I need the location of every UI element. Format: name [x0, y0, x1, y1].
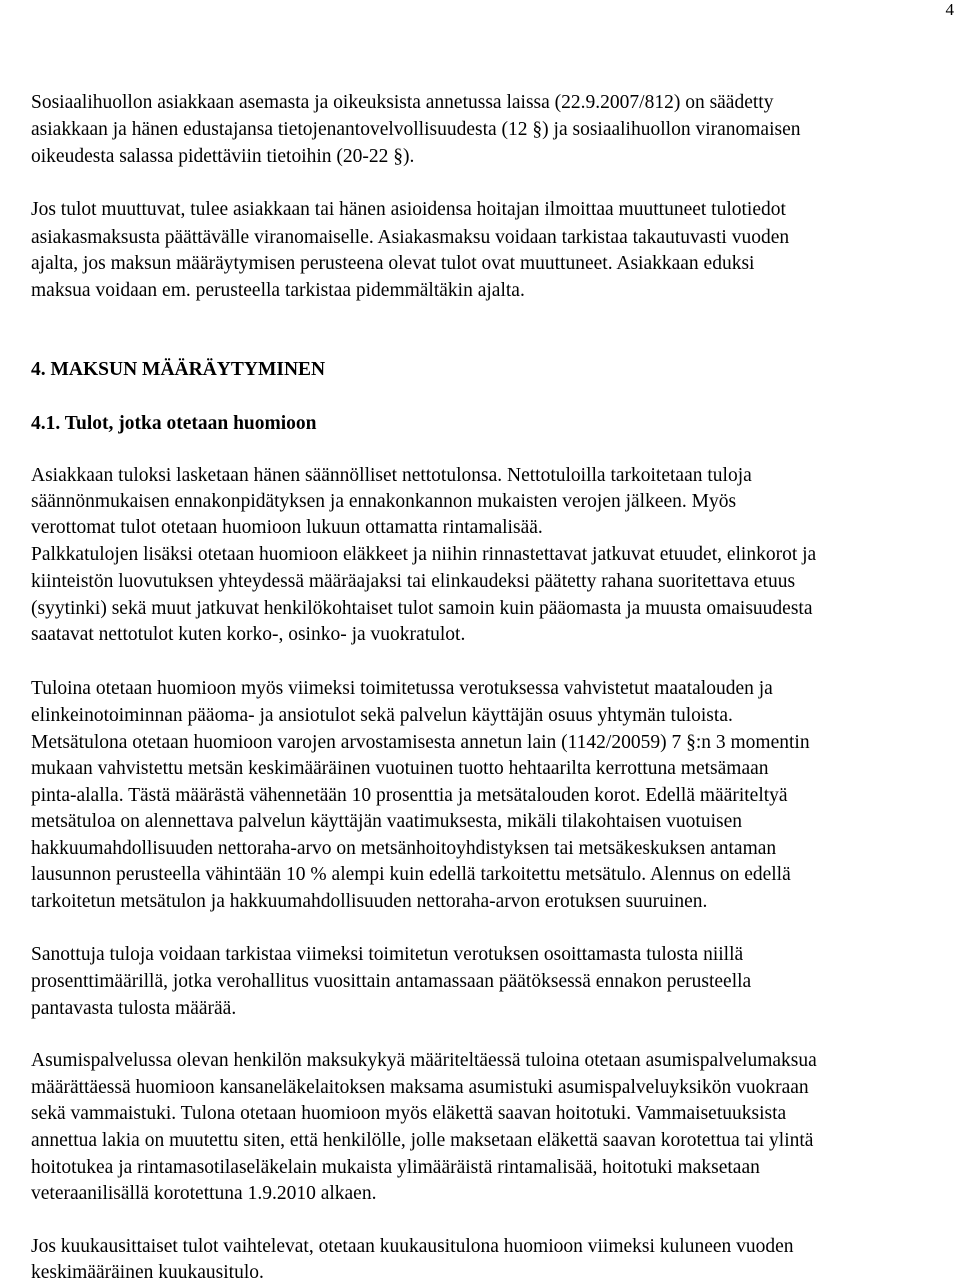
text-line: Jos tulot muuttuvat, tulee asiakkaan tai hänen asioidensa hoitajan ilmoittaa muuttuneet tulotiedot — [31, 199, 786, 220]
text-line: tarkoitetun metsätulon ja hakkuumahdollisuuden nettoraha-arvon erotuksen suuruinen. — [31, 891, 708, 912]
text-line: veteraanilisällä korotettuna 1.9.2010 alkaen. — [31, 1183, 377, 1204]
text-line: (syytinki) sekä muut jatkuvat henkilökohtaiset tulot samoin kuin pääomasta ja muusta omaisuudesta — [31, 598, 813, 619]
text-line: saatavat nettotulot kuten korko-, osinko- ja vuokratulot. — [31, 624, 466, 645]
text-line: oikeudesta salassa pidettäviin tietoihin (20-22 §). — [31, 146, 415, 167]
text-line: verottomat tulot otetaan huomioon lukuun ottamatta rintamalisää. — [31, 517, 543, 538]
section-heading-4: 4. MAKSUN MÄÄRÄYTYMINEN — [31, 359, 326, 380]
text-line: pantavasta tulosta määrää. — [31, 998, 237, 1019]
text-line: Metsätulona otetaan huomioon varojen arvostamisesta annetun lain (1142/20059) 7 §:n 3 momentin — [31, 732, 810, 753]
text-line: Tuloina otetaan huomioon myös viimeksi toimitetussa verotuksessa vahvistetut maatalouden ja — [31, 678, 773, 699]
text-line: Asiakkaan tuloksi lasketaan hänen säännölliset nettotulonsa. Nettotuloilla tarkoitetaan tuloja — [31, 465, 752, 486]
text-line: asiakkaan ja hänen edustajansa tietojenantovelvollisuudesta (12 §) ja sosiaalihuollon viranomaisen — [31, 119, 801, 140]
text-line: hakkuumahdollisuuden nettoraha-arvo on metsänhoitoyhdistyksen tai metsäkeskuksen antaman — [31, 838, 777, 859]
text-line: maksua voidaan em. perusteella tarkistaa pidemmältäkin ajalta. — [31, 280, 525, 301]
page-number: 4 — [945, 0, 954, 19]
text-line: mukaan vahvistettu metsän keskimääräinen vuotuinen tuotto hehtaarilta kerrottuna metsämaan — [31, 758, 769, 779]
text-line: lausunnon perusteella vähintään 10 % alempi kuin edellä tarkoitettu metsätulo. Alennus on edellä — [31, 864, 791, 885]
text-line: Palkkatulojen lisäksi otetaan huomioon eläkkeet ja niihin rinnastettavat jatkuvat etuudet, elinkorot ja — [31, 544, 817, 565]
text-line: sekä vammaistuki. Tulona otetaan huomioon myös eläkettä saavan hoitotuki. Vammaisetuuksista — [31, 1103, 787, 1124]
text-line: ajalta, jos maksun määräytymisen perusteena olevat tulot ovat muuttuneet. Asiakkaan eduksi — [31, 253, 755, 274]
text-line: Sanottuja tuloja voidaan tarkistaa viimeksi toimitetun verotuksen osoittamasta tulosta niillä — [31, 944, 744, 965]
text-line: Sosiaalihuollon asiakkaan asemasta ja oikeuksista annetussa laissa (22.9.2007/812) on säädetty — [31, 92, 774, 113]
text-line: Asumispalvelussa olevan henkilön maksukykyä määriteltäessä tuloina otetaan asumispalvelumaksua — [31, 1050, 817, 1071]
text-line: määrättäessä huomioon kansaneläkelaitoksen maksama asumistuki asumispalveluyksikön vuokraan — [31, 1077, 809, 1098]
text-line: asiakasmaksusta päättävälle viranomaiselle. Asiakasmaksu voidaan tarkistaa takautuvasti vuoden — [31, 227, 790, 248]
text-line: kiinteistön luovutuksen yhteydessä määräajaksi tai elinkaudeksi päätetty rahana suoritettava etuus — [31, 571, 796, 592]
text-line: elinkeinotoiminnan pääoma- ja ansiotulot sekä palvelun käyttäjän osuus yhtymän tuloista. — [31, 705, 733, 726]
text-line: annettua lakia on muutettu siten, että henkilölle, jolle maksetaan eläkettä saavan korotettua tai ylintä — [31, 1130, 814, 1151]
text-line: hoitotukea ja rintamasotilaseläkelain mukaista ylimääräistä rintamalisää, hoitotuki maksetaan — [31, 1157, 760, 1178]
text-line: säännönmukaisen ennakonpidätyksen ja ennakonkannon mukaisten verojen jälkeen. Myös — [31, 491, 737, 512]
text-line: Jos kuukausittaiset tulot vaihtelevat, otetaan kuukausitulona huomioon viimeksi kuluneen vuoden — [31, 1236, 794, 1257]
text-line: pinta-alalla. Tästä määrästä vähennetään 10 prosenttia ja metsätalouden korot. Edellä määriteltyä — [31, 785, 788, 806]
text-line: prosenttimäärillä, jotka verohallitus vuosittain antamassaan päätöksessä ennakon perusteella — [31, 971, 752, 992]
text-line: keskimääräinen kuukausitulo. — [31, 1262, 264, 1283]
text-line: metsätuloa on alennettava palvelun käyttäjän vaatimuksesta, mikäli tilakohtaisen vuotuisen — [31, 811, 743, 832]
section-heading-4-1: 4.1. Tulot, jotka otetaan huomioon — [31, 413, 317, 434]
